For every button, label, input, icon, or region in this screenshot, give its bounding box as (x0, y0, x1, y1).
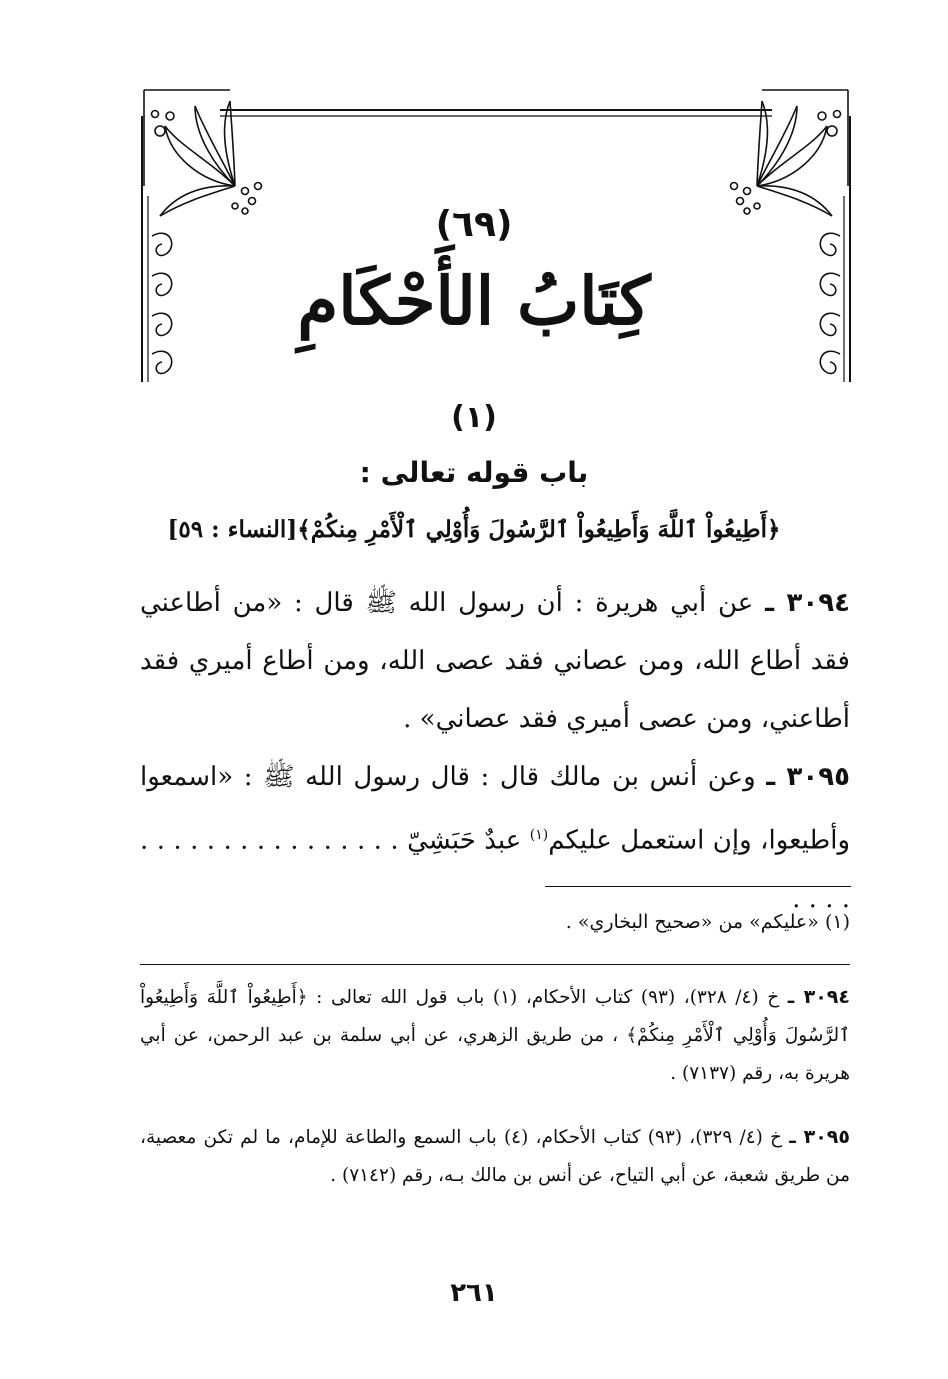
footnote (140, 904, 850, 940)
hadith-number: ٣٠٩٤ ـ (765, 588, 851, 618)
note-text: خ (٤/ ٣٢٩)، (٩٣) كتاب الأحكام، (٤) باب السمع والطاعة للإمام، ما لم تكن معصية، من طريق شعبة، عن أبي التياح، عن أنس بن مالك بـه، رقم (٧١٤٢) . (140, 1127, 850, 1186)
quran-verse: ﴿أَطِيعُواْ ٱللَّهَ وَأَطِيعُواْ ٱلرَّسُولَ وَأُوْلِي ٱلْأَمْرِ مِنكُمْ﴾ (297, 516, 781, 543)
book-title: كِتَابُ الأَحْكَامِ (297, 262, 651, 340)
note-number: ٣٠٩٤ ـ (787, 986, 850, 1008)
footnote-marker: (١) (824, 911, 850, 933)
hadith-text: عن أبي هريرة : أن رسول الله ﷺ قال : «من أطاعني فقد أطاع الله، ومن عصاني فقد عصى الله، ومن أطاع أميري فقد أطاعني، ومن عصى أميري فقد عصاني» . (140, 588, 850, 734)
hadith-number: ٣٠٩٥ ـ (766, 762, 850, 792)
footnote-divider (545, 886, 851, 887)
note-text: خ (٤/ ٣٢٨)، (٩٣) كتاب الأحكام، (١) باب قول الله تعالى : ﴿أَطِيعُواْ ٱللَّهَ وَأَطِيعُواْ ٱلرَّسُولَ وَأُوْلِي ٱلْأَمْرِ مِنكُمْ﴾ ، من طريق الزهري، عن أبي سلمة بن عبد الرحمن، عن أبي هريرة به، رقم (٧١٣٧) . (140, 987, 850, 1084)
hadith-text: وعن أنس بن مالك قال : قال رسول الله ﷺ : «اسمعوا وأطيعوا، وإن استعمل عليكم (140, 762, 850, 856)
source-note-3095 (140, 1118, 850, 1195)
chapter-number: (١) (451, 400, 497, 435)
notes-divider (140, 964, 850, 965)
page-number: ٢٦١ (450, 1278, 498, 1308)
note-number: ٣٠٩٥ ـ (789, 1126, 850, 1148)
footnote-text: «عليكم» من «صحيح البخاري» . (565, 911, 819, 933)
chapter-verse-line (150, 516, 798, 543)
chapter-title: باب قوله تعالى : (359, 456, 589, 489)
hadith-3095 (140, 748, 850, 928)
source-note-3094 (140, 978, 850, 1093)
verse-reference: [النساء : ٥٩] (167, 516, 298, 543)
hadith-text-continued: عبدٌ حَبَشِيّ . . . . . . . . . . . . . . . . . . . . (140, 825, 850, 914)
hadith-3094 (140, 574, 850, 748)
footnote-reference: (١) (529, 827, 549, 843)
book-number: (٦٩) (435, 204, 513, 245)
